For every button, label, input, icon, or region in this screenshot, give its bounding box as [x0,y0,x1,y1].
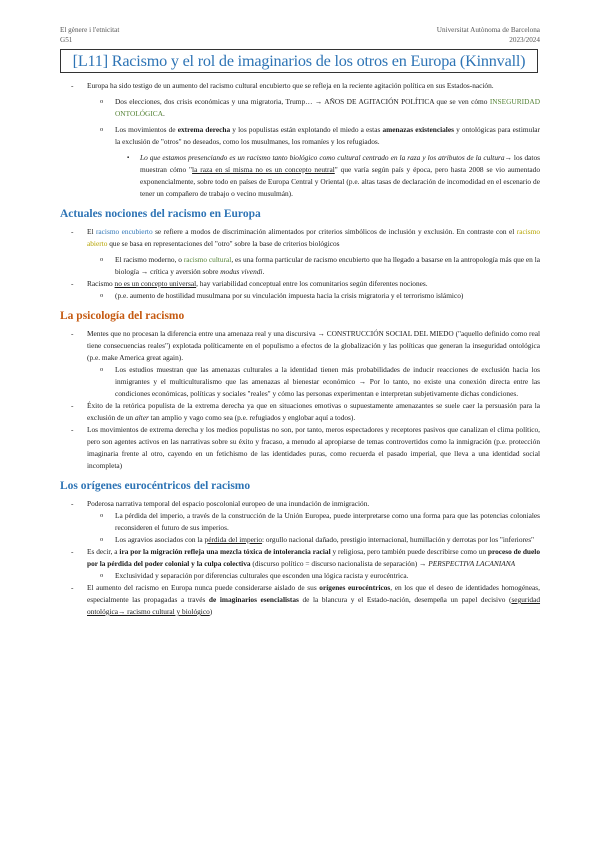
dash-marker: - [71,401,74,410]
sub-bullet-item: o Dos elecciones, dos crisis económicas y una migratoria, Trump… → AÑOS DE AGITACIÓN POLÍTICA que se ven cómo INSEGURIDAD ONTOLÓGICA. [100,97,540,118]
sub-bullet-item: o La pérdida del imperio, a través de la construcción de la Unión Europea, puede interpretarse como una forma para que las potencias coloniales reconsideren el futuro de sus imperios. [100,511,540,532]
bullet-item: - Mentes que no procesan la diferencia entre una amenaza real y una discursiva → CONSTRUCCIÓN SOCIAL DEL MIEDO ("aquello definido como real tiene consecuencias reales") explotada políticamente en el populismo a efectos de la globalización y las políticas que generan la inseguridad ontológica (p.e. make America great again). [71,329,540,362]
page-header-left [60,26,119,45]
bullet-item: - Poderosa narrativa temporal del espacio poscolonial europeo de una inundación de inmigración. [71,499,370,508]
page-title: [L11] Racismo y el rol de imaginarios de los otros en Europa (Kinnvall) [72,51,526,70]
circle-marker: o [100,366,104,373]
square-marker: ▪ [127,155,130,161]
bullet-item: - El aumento del racismo en Europa nunca puede considerarse aislado de sus orígenes eurocéntricos, en los que el deseo de identidades homogéneas, especialmente las propagadas a través de imaginarios esencialistas de la blancura y el Estado-nación, desempeña un papel decisivo (seguridad ontológica→ racismo cultural y biológico) [71,583,541,616]
course-code: G51 [60,35,73,44]
dash-marker: - [71,227,74,236]
course-name: El gènere i l'etnicitat [60,26,120,34]
section-heading-psicologia: La psicología del racismo [60,310,185,322]
circle-marker: o [100,572,104,579]
title-box [60,49,538,73]
circle-marker: o [100,98,104,105]
sub-sub-bullet-item: ▪ Lo que estamos presenciando es un racismo tanto biológico como cultural centrado en la raza y los atributos de la cultura→ los datos muestran cómo "la raza en sí misma no es un concepto neutral" que varía según país y época, pero hasta 2008 se vio aumentado exponencialmente, sobre todo en países de Europa Central y Oriental (p.e. altas tasas de declaración de incomodidad en el escenario de tener un compañero de trabajo o vecino musulmán). [127,153,540,198]
sub-bullet-item: o Los estudios muestran que las amenazas culturales a la identidad tienen más probabilidades de inducir reacciones de exclusión hacia los inmigrantes y el multiculturalismo que las amenazas al bienestar económico → Por lo tanto, no existe una conexión directa entre las condiciones económicas, políticas y sociales "reales" y cómo las personas experimentan e interpretan subjetivamente dichas condiciones. [100,365,540,398]
circle-marker: o [100,512,104,519]
circle-marker: o [100,126,104,133]
page-header-right [437,26,540,45]
sub-bullet-item: o Los agravios asociados con la pérdida del imperio: orgullo nacional dañado, prestigio internacional, humillación y derrotas por los "inferiores" [100,535,535,544]
bullet-item: - Racismo no es un concepto universal, hay variabilidad conceptual entre los comunitarios según diferentes nociones. [71,279,428,288]
dash-marker: - [71,499,74,508]
bullet-item: - Europa ha sido testigo de un aumento del racismo cultural encubierto que se refleja en la reciente agitación política en sus Estados-nación. [71,81,494,90]
bullet-item: - Es decir, a ira por la migración refleja una mezcla tóxica de intolerancia racial y religiosa, pero también puede describirse como un proceso de duelo por la pérdida del poder colonial y la culpa colectiva (discurso político = discurso nacionalista de separación) → PERSPECTIVA LACANIANA [71,547,540,568]
academic-year: 2023/2024 [509,35,540,44]
sub-bullet-item: o El racismo moderno, o racismo cultural, es una forma particular de racismo encubierto que ha llegado a basarse en la antropología más que en la biología → crítica y aversión sobre modus vivendi. [100,255,541,276]
dash-marker: - [71,279,74,288]
highlight-inseguridad: INSEGURIDAD ONTOLÓGICA [115,97,540,118]
dash-marker: - [71,583,74,592]
dash-marker: - [71,547,74,556]
circle-marker: o [100,292,104,299]
sub-bullet-item: o Los movimientos de extrema derecha y los populistas están explotando el miedo a estas amenazas existenciales y ontológicas para estimular la exclusión de "otros" no deseados, como los musulmanes, los romaníes y los refugiados. [100,125,540,146]
document-body [60,80,540,618]
dash-marker: - [71,425,74,434]
circle-marker: o [100,256,104,263]
bullet-item: - Los movimientos de extrema derecha y los medios populistas no son, por tanto, meros espectadores y receptores pasivos que canalizan el clima político, pero son agentes activos en las narrativas sobre su éxito y fracaso, a menudo al apropiarse de temas controvertidos como la inmigración (p.e. protección imaginaria frente al otro, cayendo en un fetichismo de las identidades puras, como recuerda el pasado imperial, que lleva a una identidad social incompleta) [71,425,540,470]
sub-bullet-item: o (p.e. aumento de hostilidad musulmana por su vinculación impuesta hacia la crisis migratoria y el terrorismo islámico) [100,291,464,300]
circle-marker: o [100,536,104,543]
bullet-item: - El racismo encubierto se refiere a modos de discriminación alimentados por criterios simbólicos de inclusión y exclusión. En contraste con el racismo abierto que se basa en representaciones del "otro" sobre la base de criterios biológicos [71,227,540,248]
section-heading-nociones: Actuales nociones del racismo en Europa [60,208,261,220]
sub-bullet-item: o Exclusividad y separación por diferencias culturales que esconden una lógica racista y eurocéntrica. [100,571,409,580]
dash-marker: - [71,329,74,338]
dash-marker: - [71,81,74,90]
section-heading-origenes: Los orígenes eurocéntricos del racismo [60,480,251,492]
university-name: Universitat Autònoma de Barcelona [436,26,540,34]
bullet-item: - Éxito de la retórica populista de la extrema derecha ya que en situaciones emotivas o supuestamente amenazantes se suele caer la persuasión para la exclusión de un alter tan amplio y vago como sea (p.e. refugiados y englobar aquí a todos). [71,401,540,422]
